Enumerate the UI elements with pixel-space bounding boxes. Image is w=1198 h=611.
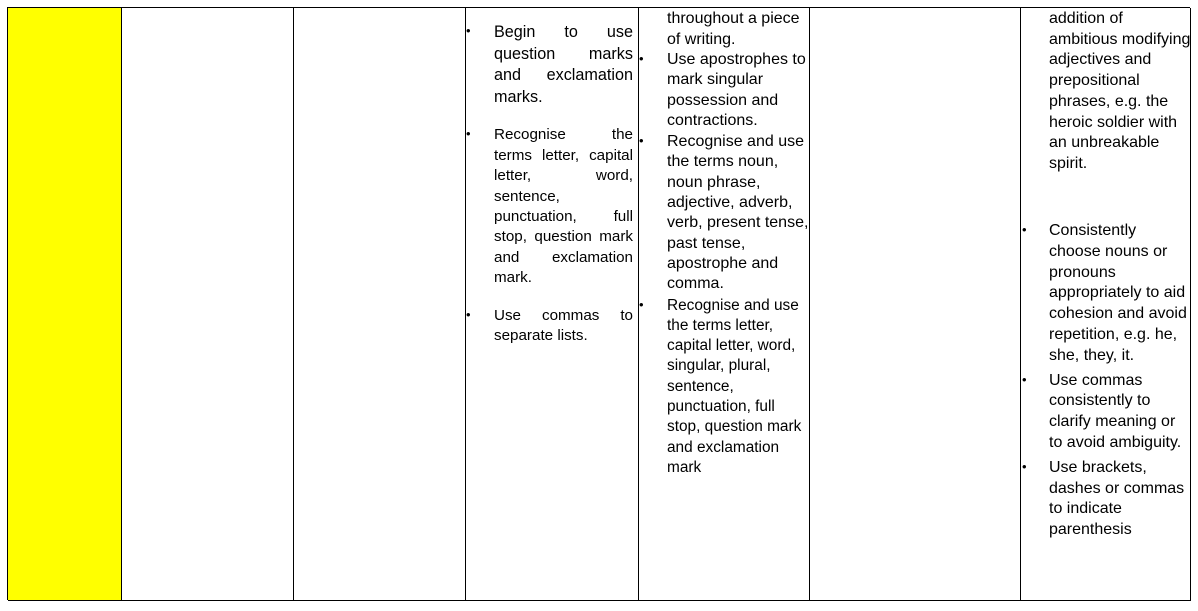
bullet-list — [1020, 221, 1191, 545]
list-item-text: Recognise and use the terms letter, capital letter, word, singular, plural, sentence, punctuation, full stop, question mark and exclamation mark — [667, 296, 802, 476]
bullet-icon: • — [639, 133, 644, 149]
list-item-text: Use commas to separate lists. — [494, 306, 633, 345]
list-item-text: Use apostrophes to mark singular possession and contractions. — [667, 51, 806, 129]
list-item-text: Recognise and use the terms noun, noun phrase, adjective, adverb, verb, present tense, past tense, apostrophe and comma. — [667, 133, 809, 293]
list-item-text: Use commas consistently to clarify meaning or to avoid ambiguity. — [1049, 371, 1182, 451]
list-item — [465, 306, 639, 347]
bullet-icon: • — [466, 23, 471, 38]
empty-cell-6 — [809, 8, 1021, 601]
bullet-icon: • — [1022, 458, 1027, 474]
bullet-icon: • — [466, 306, 471, 322]
highlight-cell — [8, 8, 122, 601]
bullet-list — [638, 50, 810, 479]
list-item — [638, 132, 810, 294]
bullet-icon: • — [1022, 222, 1027, 237]
empty-cell-1 — [121, 8, 294, 601]
empty-cell-2 — [293, 8, 466, 601]
cell-grammar-terms — [638, 8, 810, 601]
list-item — [465, 125, 639, 288]
list-item — [465, 22, 639, 108]
cell-punctuation-basics — [465, 8, 639, 601]
bullet-icon: • — [639, 296, 644, 312]
bullet-icon: • — [1022, 371, 1027, 387]
curriculum-table — [7, 7, 1190, 600]
bullet-list — [465, 22, 639, 363]
list-item-text: Use brackets, dashes or commas to indicate parenthesis — [1049, 458, 1185, 539]
bullet-icon: • — [639, 51, 644, 66]
continued-text: addition of ambitious modifying adjectives and prepositional phrases, e.g. the heroic soldier with an unbreakable spirit. — [1049, 10, 1191, 172]
list-item-text: Consistently choose nouns or pronouns appropriately to aid cohesion and avoid repetition, e.g. he, she, they, it. — [1049, 222, 1187, 364]
list-item — [638, 50, 810, 131]
cell-advanced-punctuation — [1020, 8, 1191, 601]
list-item — [1020, 221, 1191, 367]
continued-text: throughout a piece of writing. — [667, 10, 800, 48]
list-item — [1020, 458, 1191, 541]
list-item-text: Recognise the terms letter, capital letter, word, sentence, punctuation, full stop, question mark and exclamation mark. — [494, 126, 633, 287]
list-item — [1020, 371, 1191, 454]
list-item-text: Begin to use question marks and exclamation marks. — [494, 23, 633, 106]
bullet-icon: • — [466, 126, 471, 142]
list-item — [638, 296, 810, 479]
